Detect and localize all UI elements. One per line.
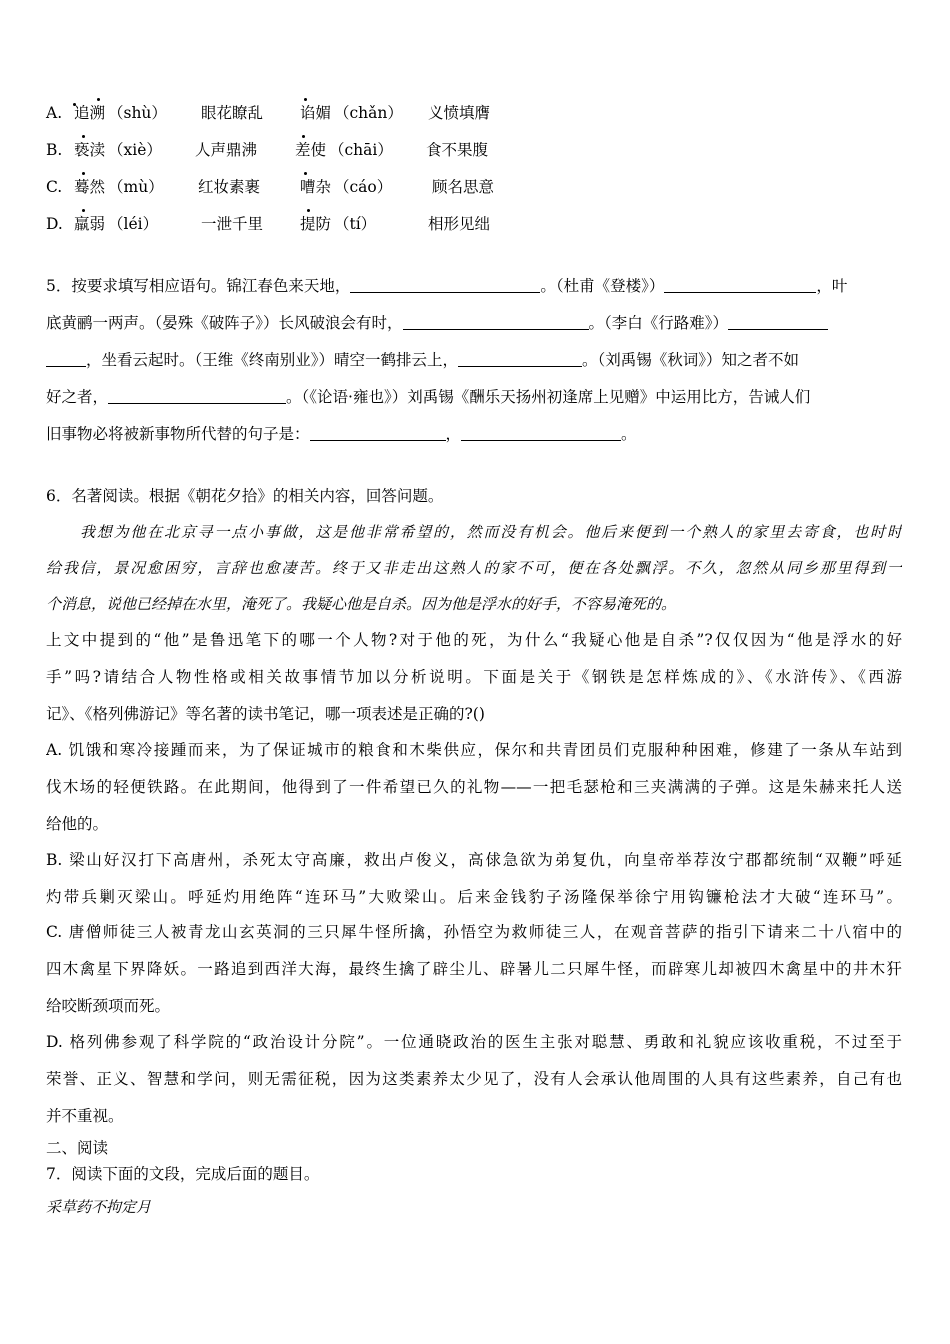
option-pinyin-1: （léi）	[108, 215, 159, 233]
fill-blank[interactable]	[403, 307, 589, 330]
emphasis-dot	[82, 209, 85, 212]
option-word-4: 义愤填膺	[428, 104, 491, 122]
option-word-2: 一泄千里	[201, 215, 264, 233]
passage-title: 采草药不拘定月	[46, 1198, 152, 1216]
q6-option-c: 四木禽星下界降妖。一路追到西洋大海，最终生擒了辟尘儿、辟暑儿二只犀牛怪，而辟寒儿却被四木禽星中的井木犴	[46, 960, 902, 978]
q5-line-1: 5．按要求填写相应语句。锦江春色来天地， 。（杜甫《登楼》） ，叶	[46, 268, 902, 305]
option-pinyin-3: （chāi）	[329, 141, 393, 159]
option-letter: A.	[46, 104, 63, 122]
option-letter: D.	[46, 215, 63, 233]
q6-option-d: D. 格列佛参观了科学院的“政治设计分院”。一位通晓政治的医生主张对聪慧、勇敢和礼貌应该收重税，不过至于	[46, 1033, 902, 1051]
option-word-2: 红妆素裹	[198, 178, 261, 196]
option-word-3: 嘈杂	[300, 178, 332, 196]
fill-blank[interactable]	[108, 381, 286, 404]
q6-title: 6．名著阅读。根据《朝花夕拾》的相关内容，回答问题。	[46, 487, 444, 505]
q5-line-4: 好之者， 。（《论语·雍也》）刘禹锡《酬乐天扬州初逢席上见赠》中运用比方，告诫人们	[46, 379, 902, 416]
q5-line-3: ，坐看云起时。（王维《终南别业》）晴空一鹤排云上， 。（刘禹锡《秋词》）知之者不如	[46, 342, 902, 379]
option-word-3: 提防	[300, 215, 332, 233]
option-word-4: 相形见绌	[428, 215, 491, 233]
emphasis-dot	[82, 135, 85, 138]
emphasis-dot	[304, 172, 307, 175]
option-pinyin-1: （xiè）	[108, 141, 162, 159]
q6-option-b: B. 梁山好汉打下高唐州，杀死太守高廉，救出卢俊义，高俅急欲为弟复仇，向皇帝举荐汝宁郡都统制“双鞭”呼延	[46, 851, 902, 869]
option-word-4: 食不果腹	[426, 141, 489, 159]
option-word-2: 人声鼎沸	[195, 141, 258, 159]
q6-quote-line: 给我信，景况愈困穷，言辞也愈凄苦。终于又非走出这熟人的家不可，便在各处飘浮。不久，忽然从同乡那里得到一	[46, 559, 902, 577]
emphasis-dot	[307, 209, 310, 212]
q7-prompt: 7．阅读下面的文段，完成后面的题目。	[46, 1165, 320, 1183]
option-pinyin-3: （tí）	[334, 215, 377, 233]
q6-quote-line: 我想为他在北京寻一点小事做，这是他非常希望的，然而没有机会。他后来便到一个熟人的家里去寄食，也时时	[80, 523, 902, 541]
option-word-1: 蓦然	[74, 178, 106, 196]
option-word-1: 追溯	[74, 104, 106, 122]
option-word-2: 眼花瞭乱	[201, 104, 264, 122]
fill-blank[interactable]	[664, 270, 816, 293]
q6-option-d: 并不重视。	[46, 1107, 124, 1125]
q5-line-2: 底黄鹂一两声。（晏殊《破阵子》）长风破浪会有时， 。（李白《行路难》）	[46, 305, 902, 342]
q6-quote-line: 个消息，说他已经掉在水里，淹死了。我疑心他是自杀。因为他是浮水的好手，不容易淹死的。	[46, 595, 677, 613]
fill-blank[interactable]	[46, 344, 86, 367]
option-word-1: 羸弱	[74, 215, 106, 233]
option-word-1: 亵渎	[74, 141, 106, 159]
q6-question-line: 记》、《格列佛游记》等名著的读书笔记，哪一项表述是正确的?()	[46, 705, 485, 723]
section-heading: 二、阅读	[46, 1139, 109, 1157]
q6-option-b: 灼带兵剿灭梁山。呼延灼用绝阵“连环马”大败梁山。后来金钱豹子汤隆保举徐宁用钩镰枪法才大破“连环马”。	[46, 888, 902, 906]
option-pinyin-3: （cáo）	[334, 178, 393, 196]
q6-question-line: 上文中提到的“他”是鲁迅笔下的哪一个人物?对于他的死，为什么“我疑心他是自杀”?仅仅因为“他是浮水的好	[46, 631, 902, 649]
q6-option-c: 给咬断颈项而死。	[46, 997, 171, 1015]
q6-question-line: 手”吗?请结合人物性格或相关故事情节加以分析说明。下面是关于《钢铁是怎样炼成的》、《水浒传》、《西游	[46, 668, 902, 686]
q6-option-a: 伐木场的轻便铁路。在此期间，他得到了一件希望已久的礼物——一把毛瑟枪和三夹满满的子弹。这是朱赫来托人送	[46, 778, 902, 796]
option-word-3: 差使	[295, 141, 327, 159]
fill-blank[interactable]	[310, 418, 446, 441]
fill-blank[interactable]	[350, 270, 540, 293]
q5-line-5: 旧事物必将被新事物所代替的句子是： ， 。	[46, 416, 902, 453]
emphasis-dot	[82, 172, 85, 175]
fill-blank[interactable]	[728, 307, 828, 330]
option-letter: C.	[46, 178, 63, 196]
option-word-3: 谄媚	[300, 104, 332, 122]
q6-option-a: A. 饥饿和寒冷接踵而来，为了保证城市的粮食和木柴供应，保尔和共青团员们克服种种困难，修建了一条从车站到	[46, 741, 902, 759]
option-pinyin-1: （mù）	[108, 178, 164, 196]
q6-option-c: C. 唐僧师徒三人被青龙山玄英洞的三只犀牛怪所擒，孙悟空为救师徒三人，在观音菩萨的指引下请来二十八宿中的	[46, 923, 902, 941]
fill-blank[interactable]	[458, 344, 582, 367]
q6-option-a: 给他的。	[46, 815, 109, 833]
option-pinyin-1: （shù）	[108, 104, 167, 122]
option-word-4: 顾名思意	[432, 178, 495, 196]
fill-blank[interactable]	[461, 418, 621, 441]
emphasis-dot	[304, 98, 307, 101]
option-pinyin-3: （chǎn）	[334, 104, 403, 122]
emphasis-dot	[302, 135, 305, 138]
q6-option-d: 荣誉、正义、智慧和学问，则无需征税，因为这类素养太少见了，没有人会承认他周围的人具有这些素养，自己有也	[46, 1070, 902, 1088]
option-letter: B.	[46, 141, 63, 159]
emphasis-dot	[97, 98, 100, 101]
